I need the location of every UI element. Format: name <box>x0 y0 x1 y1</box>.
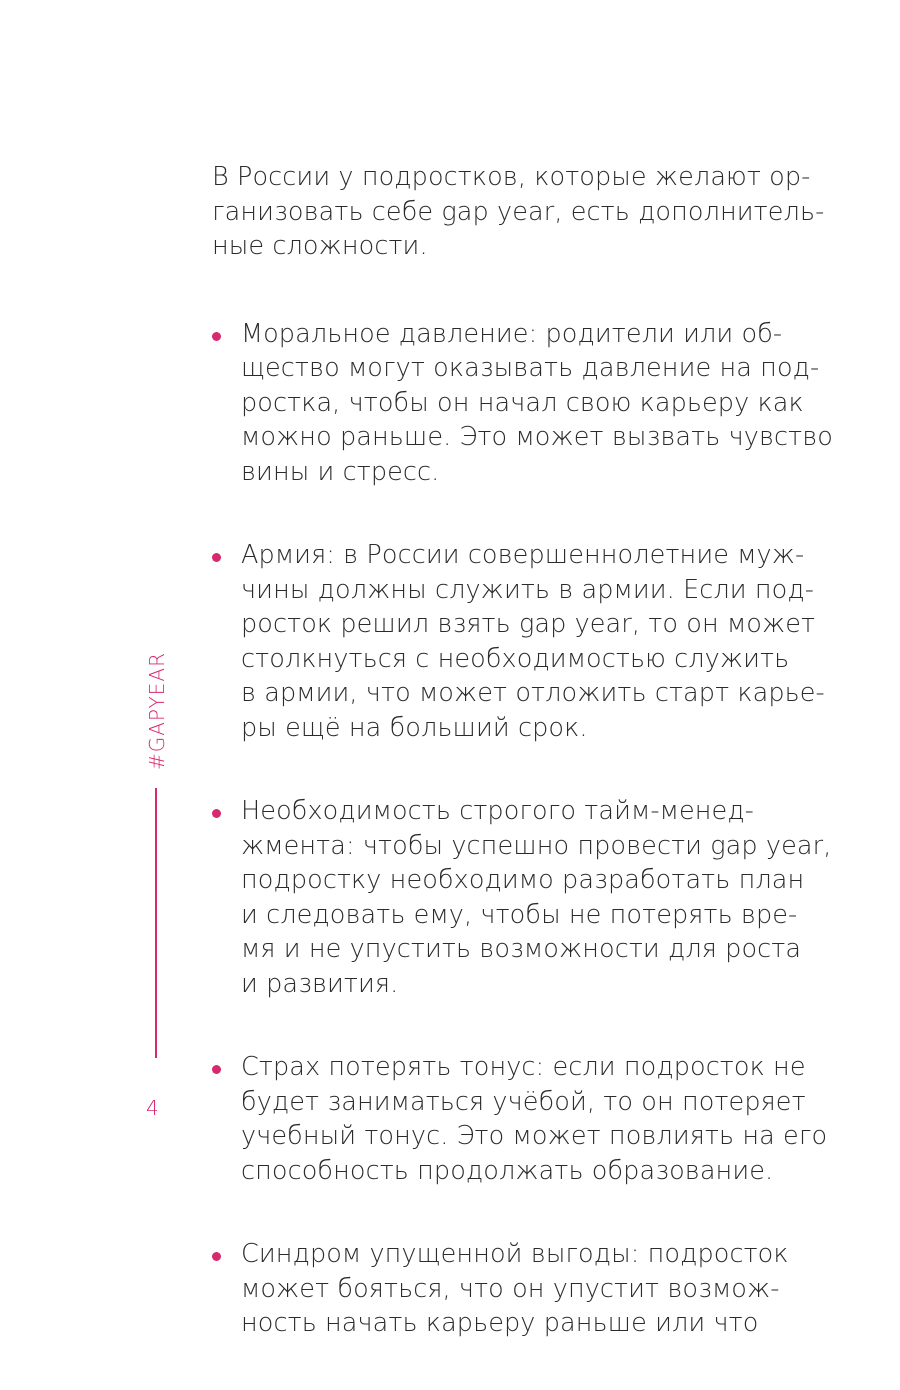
list-item-line: мя и не упустить возможности для роста <box>241 934 802 964</box>
list-item-line: Моральное давление: родители или об- <box>241 318 783 349</box>
bullet-icon <box>212 553 221 562</box>
intro-paragraph <box>212 160 825 264</box>
list-item-line: может бояться, что он упустит возмож- <box>241 1273 780 1304</box>
list-item-line: подростку необходимо разработать план <box>241 865 805 895</box>
bullet-icon <box>212 1065 221 1074</box>
list-item-line: будет заниматься учёбой, то он потеряет <box>241 1086 806 1117</box>
list-item-army <box>212 538 825 745</box>
difficulties-list <box>212 317 833 1341</box>
intro-line: В России у подростков, которые желают ор- <box>212 162 811 192</box>
intro-line: ные сложности. <box>212 231 428 261</box>
hashtag-label <box>137 650 177 772</box>
list-item-losing-tone <box>212 1050 828 1188</box>
intro-line: ганизовать себе gap year, есть дополнитель- <box>212 196 825 227</box>
list-item-line: можно раньше. Это может вызвать чувство <box>241 422 833 452</box>
list-item-line: и следовать ему, чтобы не потерять вре- <box>241 899 798 930</box>
list-item-line: ность начать карьеру раньше или что <box>241 1308 759 1338</box>
list-item-line: ры ещё на больший срок. <box>241 712 588 743</box>
list-item-line: росток решил взять gap year, то он может <box>241 609 816 639</box>
list-item-line: способность продолжать образование. <box>241 1155 774 1186</box>
body-text <box>212 160 833 1390</box>
list-item-line: в армии, что может отложить старт карье- <box>241 678 825 708</box>
list-item-moral-pressure <box>212 317 833 490</box>
list-item-time-management <box>212 794 832 1001</box>
list-item-line: Страх потерять тонус: если подросток не <box>241 1052 806 1082</box>
list-item-fomo <box>212 1237 789 1341</box>
list-item-line: и развития. <box>241 968 399 999</box>
list-item-line: Армия: в России совершеннолетние муж- <box>241 540 805 570</box>
list-item-line: чины должны служить в армии. Если под- <box>241 574 815 605</box>
bullet-icon <box>212 332 221 341</box>
list-item-line: вины и стресс. <box>241 456 440 487</box>
sidebar-rule <box>155 788 157 1058</box>
list-item-line: Необходимость строгого тайм-менед- <box>241 796 754 826</box>
bullet-icon <box>212 809 221 818</box>
page-number: 4 <box>146 1096 159 1120</box>
list-item-line: учебный тонус. Это может повлиять на его <box>241 1121 828 1151</box>
hashtag-text: #GAPYEAR <box>145 652 169 770</box>
list-item-line: ростка, чтобы он начал свою карьеру как <box>241 387 804 418</box>
list-item-line: столкнуться с необходимостью служить <box>241 643 790 674</box>
list-item-line: Синдром упущенной выгоды: подросток <box>241 1239 789 1269</box>
bullet-icon <box>212 1252 221 1261</box>
list-item-line: жмента: чтобы успешно провести gap year, <box>241 830 832 861</box>
list-item-line: щество могут оказывать давление на под- <box>241 353 820 383</box>
